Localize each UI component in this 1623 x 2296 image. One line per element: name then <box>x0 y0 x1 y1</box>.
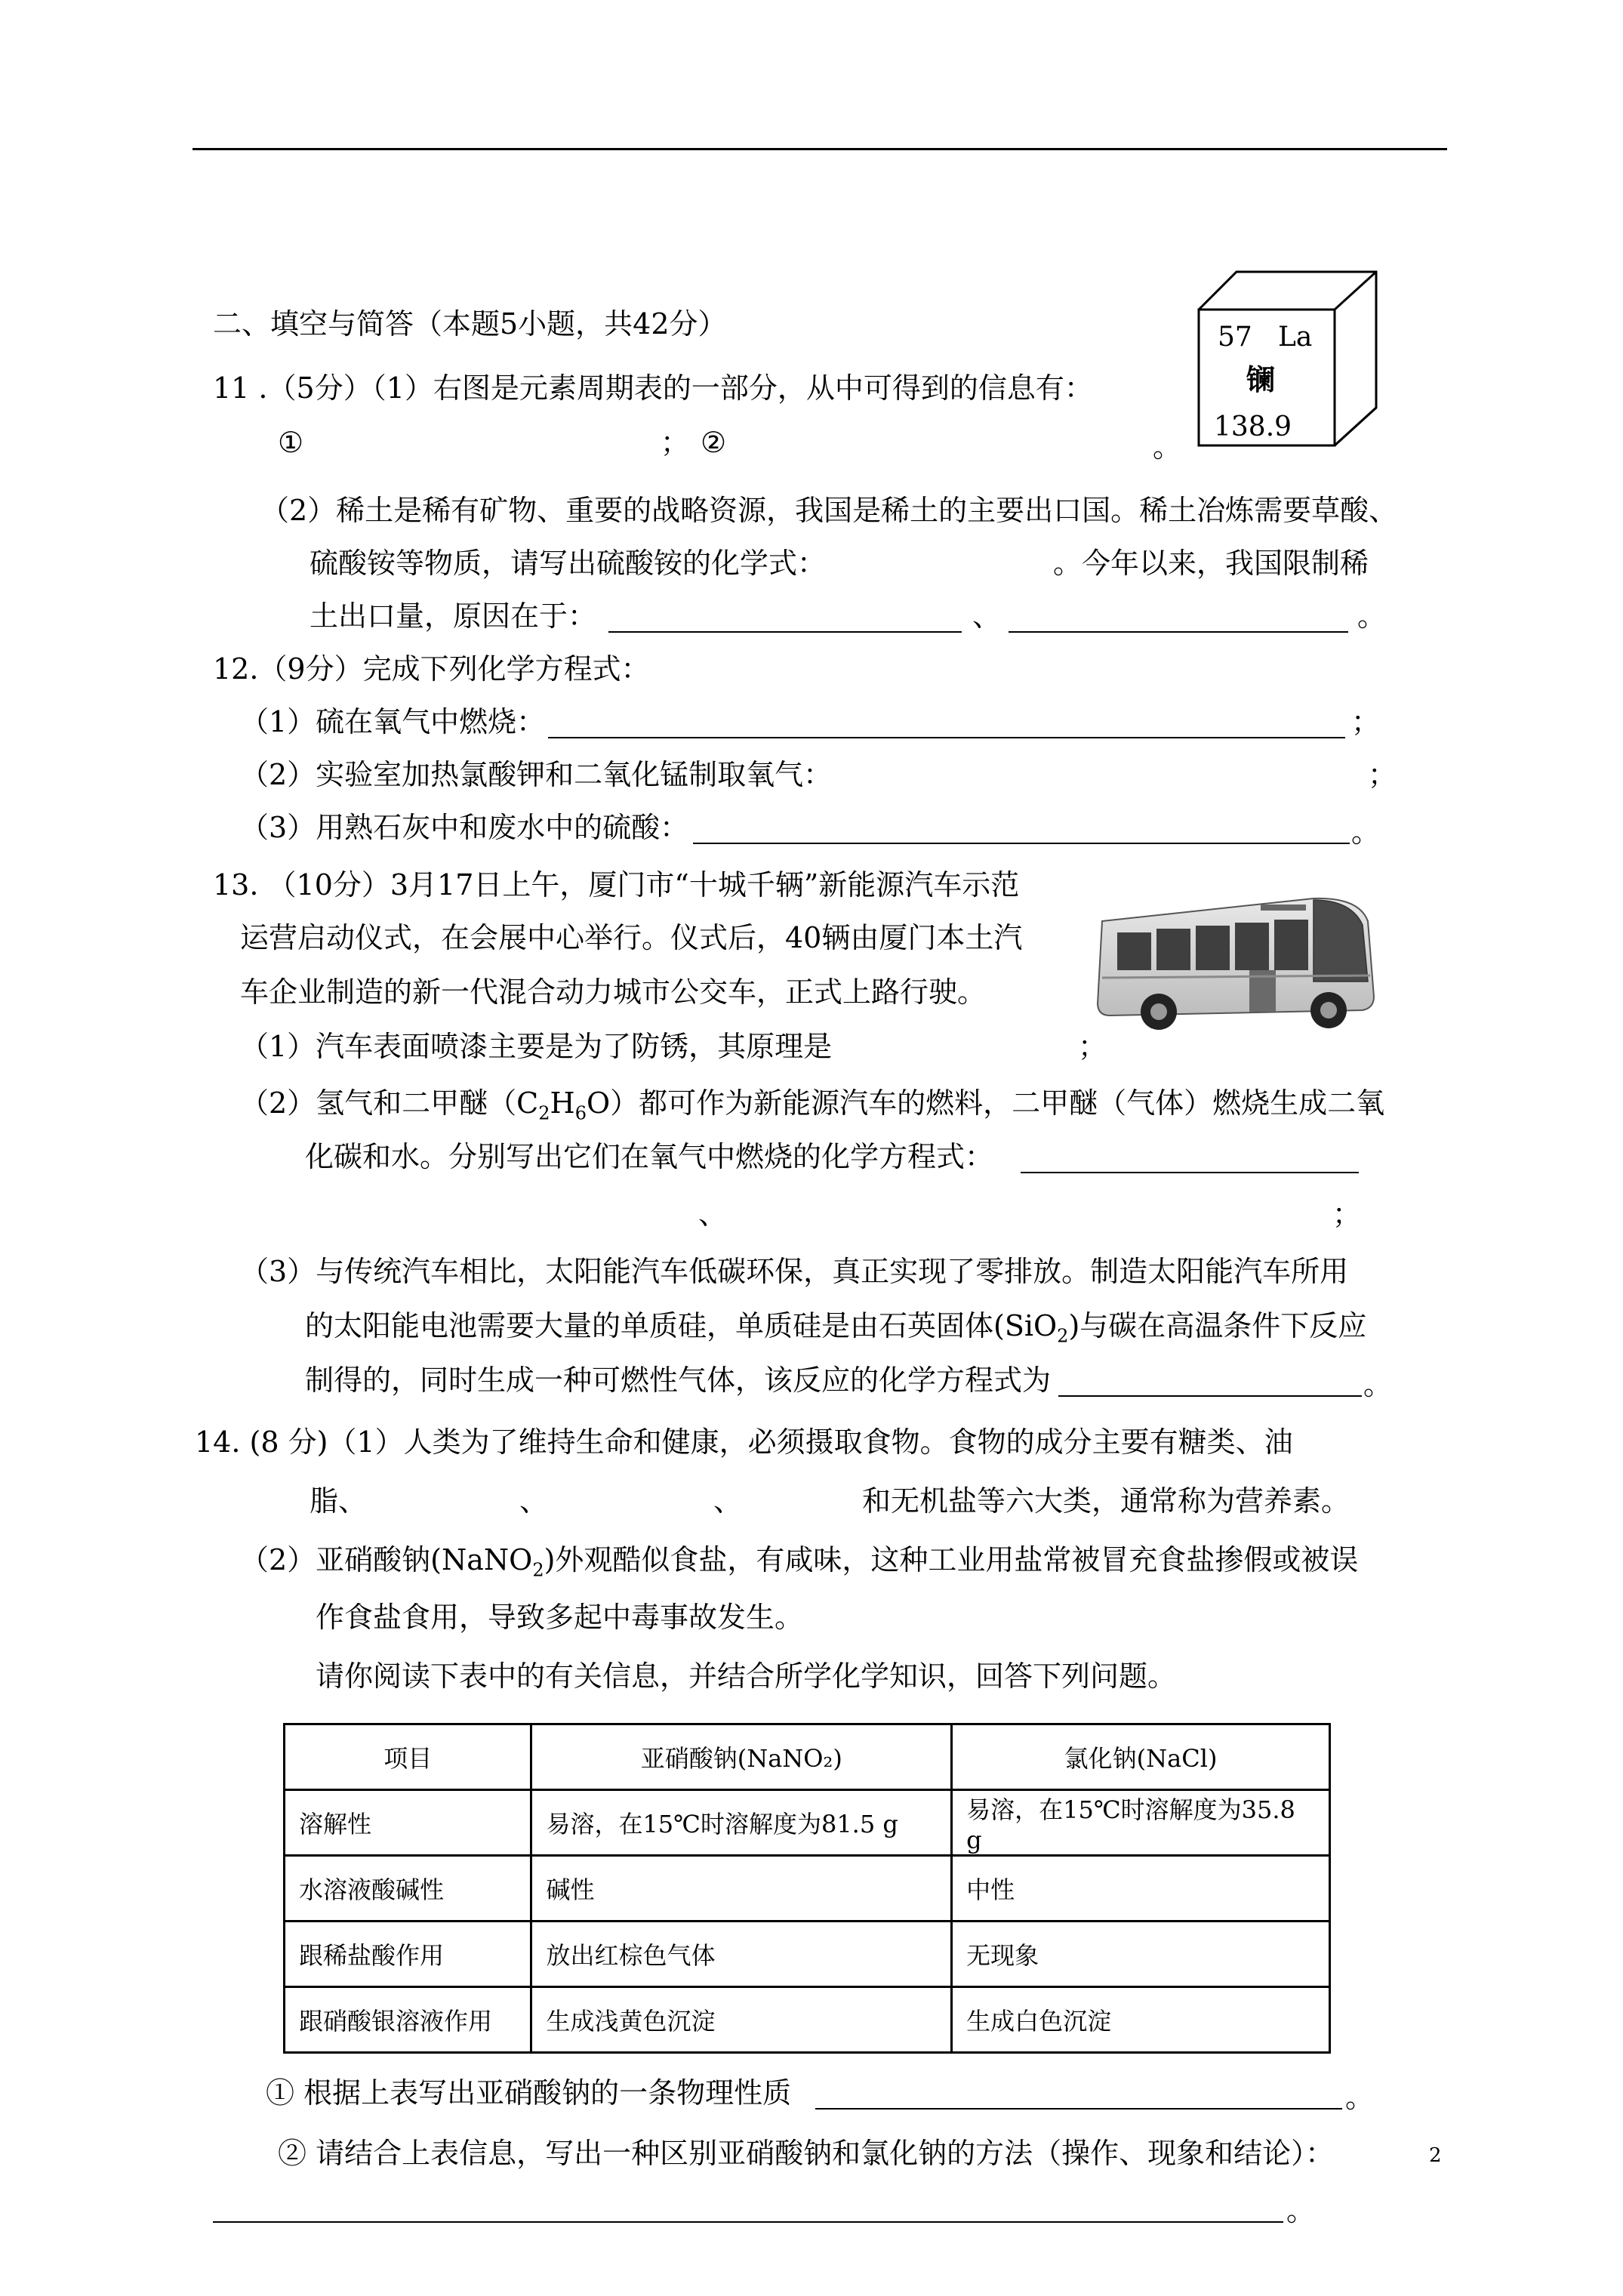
q11-blank-reason-1 <box>608 601 962 633</box>
q11-p2-line1: （2）稀土是稀有矿物、重要的战略资源，我国是稀土的主要出口国。稀土冶炼需要草酸、 <box>260 494 1398 527</box>
q14-p2-line3: 请你阅读下表中的有关信息，并结合所学化学知识，回答下列问题。 <box>316 1660 1177 1693</box>
q11-circle-1: ① <box>278 426 304 459</box>
section-title: 二、填空与简答（本题5小题，共42分） <box>213 307 727 341</box>
element-mass: 138.9 <box>1214 411 1292 442</box>
table-header-cell: 氯化钠(NaCl) <box>952 1724 1330 1790</box>
element-name: 镧 <box>1246 363 1276 396</box>
bus-image-icon <box>1087 891 1381 1034</box>
q13-p2-line3b: ； <box>1332 1197 1362 1231</box>
q11-period: 。 <box>1153 430 1182 464</box>
q13-p2-line2: 化碳和水。分别写出它们在氧气中燃烧的化学方程式： <box>305 1140 994 1173</box>
q11-line1: 11 .（5分）（1）右图是元素周期表的一部分，从中可得到的信息有： <box>213 371 1093 405</box>
table-cell: 跟硝酸银溶液作用 <box>285 1987 531 2053</box>
q14-p2-line2: 作食盐食用，导致多起中毒事故发生。 <box>316 1601 804 1634</box>
q14-line2a: 脂、 <box>310 1484 368 1518</box>
q13-p3-line1: （3）与传统汽车相比，太阳能汽车低碳环保，真正实现了零排放。制造太阳能汽车所用 <box>240 1255 1349 1288</box>
q11-semicolon: ； <box>661 426 690 459</box>
q13-p2-line1: （2）氢气和二甲醚$(C_2H_6O)$都可作为新能源汽车的燃料，二甲醚（气体）燃烧生成二氧 <box>240 1086 1385 1124</box>
table-row <box>285 1790 1330 1856</box>
q12-line2-end: ； <box>1368 758 1397 791</box>
q12-line2: （2）实验室加热氯酸钾和二氧化锰制取氧气： <box>240 758 833 791</box>
q13-p3-line3: 制得的，同时生成一种可燃性气体，该反应的化学方程式为 <box>305 1364 1052 1397</box>
q11-p2-line2a: 硫酸铵等物质，请写出硫酸铵的化学式： <box>310 547 827 580</box>
table-header-row <box>285 1724 1330 1790</box>
table-cell: 易溶，在15℃时溶解度为81.5 g <box>531 1790 952 1856</box>
table-row <box>285 1856 1330 1922</box>
q13-p2-line3a: 、 <box>698 1197 728 1231</box>
q14-blank-method <box>213 2191 1283 2223</box>
q13-blank-eq3 <box>1058 1365 1362 1397</box>
q12-blank-1 <box>548 707 1345 738</box>
table-cell: 无现象 <box>952 1922 1330 1987</box>
q13-line1: 13. （10分）3月17日上午，厦门市“十城千辆”新能源汽车示范 <box>213 868 1020 901</box>
q11-p2-line3b: 、 <box>972 599 1002 633</box>
q11-p2-line2b: 。今年以来，我国限制稀 <box>1053 547 1369 580</box>
page-number: 2 <box>1429 2144 1442 2167</box>
q14-s1-end: 。 <box>1345 2081 1375 2114</box>
q13-blank-eq1 <box>1021 1142 1359 1173</box>
q11-p2-line3a: 土出口量，原因在于： <box>310 599 597 633</box>
table-header-cell: 亚硝酸钠(NaNO₂) <box>531 1724 952 1790</box>
table-cell: 水溶液酸碱性 <box>285 1856 531 1922</box>
q14-s1: ① 根据上表写出亚硝酸钠的一条物理性质 <box>266 2076 792 2110</box>
table-cell: 溶解性 <box>285 1790 531 1856</box>
table-cell: 碱性 <box>531 1856 952 1922</box>
element-symbol: La <box>1278 322 1313 353</box>
q14-s2-end: 。 <box>1286 2194 1316 2227</box>
q14-line2c: 、 <box>713 1484 743 1518</box>
q14-line2d: 和无机盐等六大类，通常称为营养素。 <box>862 1484 1350 1518</box>
q12-line1-end: ； <box>1351 705 1381 738</box>
q12-head: 12.（9分）完成下列化学方程式： <box>213 652 650 686</box>
q14-line2b: 、 <box>519 1484 549 1518</box>
element-number: 57 <box>1218 322 1252 353</box>
q11-circle-2: ② <box>701 426 727 459</box>
q11-blank-reason-2 <box>1009 601 1348 633</box>
table-cell: 中性 <box>952 1856 1330 1922</box>
table-cell: 放出红棕色气体 <box>531 1922 952 1987</box>
q12-line3-end: 。 <box>1351 815 1381 849</box>
q14-p2-line1: （2）亚硝酸钠(NaNO$_2$)外观酷似食盐，有咸味，这种工业用盐常被冒充食盐掺假或被误 <box>240 1543 1359 1581</box>
nitrite-vs-salt-table <box>283 1723 1331 2054</box>
table-row <box>285 1987 1330 2053</box>
table-cell: 易溶，在15℃时溶解度为35.8 g <box>952 1790 1330 1856</box>
q13-p1: （1）汽车表面喷漆主要是为了防锈，其原理是 <box>240 1030 833 1063</box>
periodic-table-cell-icon <box>1195 268 1380 448</box>
table-cell: 生成浅黄色沉淀 <box>531 1987 952 2053</box>
q13-line3: 车企业制造的新一代混合动力城市公交车，正式上路行驶。 <box>240 975 987 1009</box>
q12-blank-3 <box>693 812 1350 844</box>
q14-blank-physical-property <box>815 2078 1342 2110</box>
q13-line2: 运营启动仪式，在会展中心举行。仪式后，40辆由厦门本土汽 <box>240 921 1023 954</box>
q13-p3-line2: 的太阳能电池需要大量的单质硅，单质硅是由石英固体(SiO$_2$)与碳在高温条件下反应 <box>305 1309 1367 1347</box>
table-cell: 跟稀盐酸作用 <box>285 1922 531 1987</box>
q13-p3-line3-end: 。 <box>1363 1368 1393 1401</box>
q14-line1: 14. (8 分)（1）人类为了维持生命和健康，必须摄取食物。食物的成分主要有糖类、油 <box>195 1425 1293 1459</box>
table-row <box>285 1922 1330 1987</box>
header-rule <box>192 148 1447 150</box>
table-cell: 生成白色沉淀 <box>952 1987 1330 2053</box>
q11-p2-line3c: 。 <box>1357 599 1387 633</box>
table-header-cell: 项目 <box>285 1724 531 1790</box>
q13-p1-end: ； <box>1078 1030 1107 1063</box>
q12-line1: （1）硫在氧气中燃烧： <box>240 705 546 738</box>
q14-s2: ② 请结合上表信息，写出一种区别亚硝酸钠和氯化钠的方法（操作、现象和结论）： <box>278 2137 1335 2170</box>
q12-line3: （3）用熟石灰中和废水中的硫酸： <box>240 811 689 844</box>
